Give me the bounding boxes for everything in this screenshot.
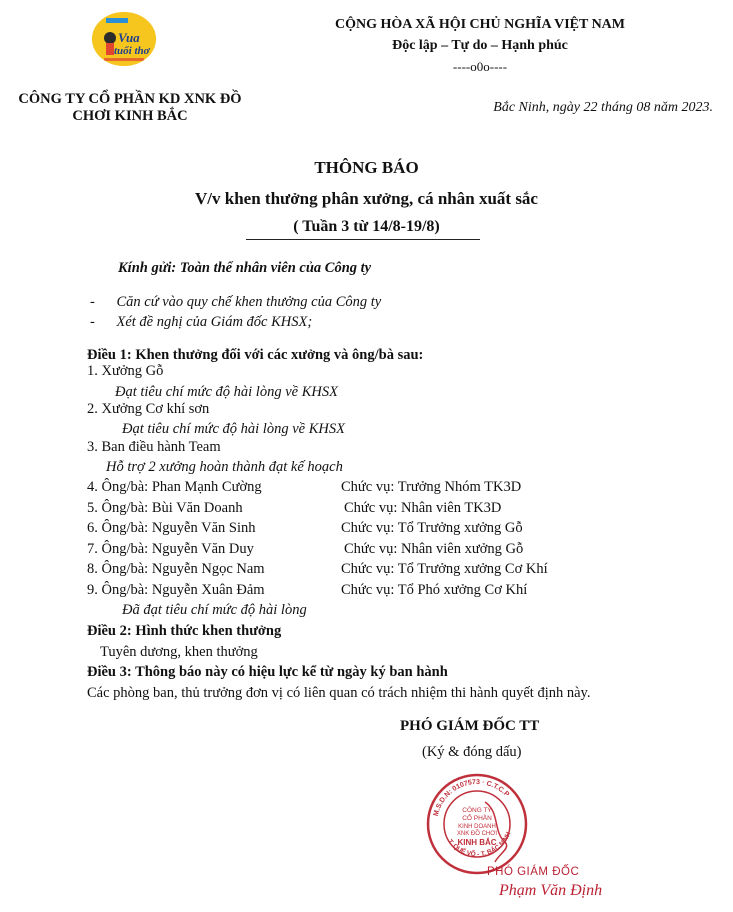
document-subject: V/v khen thưởng phân xưởng, cá nhân xuất sắc	[195, 189, 538, 208]
document-date: Bắc Ninh, ngày 22 tháng 08 năm 2023.	[493, 100, 713, 115]
person-name: 8. Ông/bà: Nguyễn Ngọc Nam	[87, 561, 265, 577]
company-name	[10, 91, 250, 125]
title-underline	[246, 239, 480, 240]
person-name: 7. Ông/bà: Nguyễn Văn Duy	[87, 541, 254, 557]
signature-note: (Ký & đóng dấu)	[422, 744, 522, 760]
company-logo	[92, 12, 156, 66]
group-note: Hỗ trợ 2 xưởng hoàn thành đạt kế hoạch	[106, 459, 343, 475]
group-note: Đạt tiêu chí mức độ hài lòng về KHSX	[115, 384, 338, 400]
salutation: Kính gửi: Toàn thể nhân viên của Công ty	[118, 260, 372, 276]
basis-dash: -	[90, 294, 95, 310]
person-name: 6. Ông/bà: Nguyễn Văn Sinh	[87, 520, 256, 536]
svg-text:CÔNG TY: CÔNG TY	[462, 807, 492, 814]
people-note: Đã đạt tiêu chí mức độ hài lòng	[122, 602, 307, 618]
person-role: Chức vụ: Tổ Trưởng xưởng Gỗ	[341, 520, 523, 536]
document-title: THÔNG BÁO	[314, 158, 419, 177]
svg-text:M.S.D.N: 0107573 · C.T.C.P: M.S.D.N: 0107573 · C.T.C.P	[432, 778, 511, 818]
svg-text:CỔ PHẦN: CỔ PHẦN	[462, 815, 492, 822]
svg-text:XNK ĐỒ CHƠI: XNK ĐỒ CHƠI	[456, 831, 498, 837]
national-motto: Độc lập – Tự do – Hạnh phúc	[392, 38, 568, 53]
company-stamp	[425, 772, 530, 877]
person-role: Chức vụ: Tổ Phó xưởng Cơ Khí	[341, 582, 528, 598]
article1-heading: Điều 1: Khen thưởng đối với các xưởng và ông/bà sau:	[87, 347, 424, 363]
article3-heading: Điều 3: Thông báo này có hiệu lực kể từ ngày ký ban hành	[87, 664, 448, 680]
svg-text:KINH BẮC: KINH BẮC	[457, 838, 497, 847]
person-role: Chức vụ: Nhân viên xưởng Gỗ	[344, 541, 524, 557]
logo-graphic	[92, 12, 156, 66]
group-name: 3. Ban điều hành Team	[87, 439, 221, 455]
person-name: 4. Ông/bà: Phan Mạnh Cường	[87, 479, 262, 495]
basis-text: Xét đề nghị của Giám đốc KHSX;	[116, 314, 313, 330]
article2-text: Tuyên dương, khen thưởng	[100, 644, 258, 660]
basis-item	[90, 313, 312, 331]
basis-item	[90, 293, 381, 311]
basis-text: Căn cứ vào quy chế khen thưởng của Công ty	[116, 294, 382, 310]
person-name: 9. Ông/bà: Nguyễn Xuân Đảm	[87, 582, 265, 598]
signer-name: Phạm Văn Định	[499, 882, 603, 899]
svg-text:KINH DOANH: KINH DOANH	[458, 824, 496, 830]
national-divider: ----o0o----	[452, 59, 508, 74]
svg-text:tuổi thơ: tuổi thơ	[114, 45, 150, 57]
person-role: Chức vụ: Trưởng Nhóm TK3D	[341, 479, 522, 495]
signature-title: PHÓ GIÁM ĐỐC TT	[400, 718, 540, 734]
signature-position-label: PHÓ GIÁM ĐỐC	[487, 866, 580, 878]
national-title: CỘNG HÒA XÃ HỘI CHỦ NGHĨA VIỆT NAM	[334, 17, 625, 32]
article2-heading: Điều 2: Hình thức khen thưởng	[87, 623, 282, 639]
group-name: 1. Xưởng Gỗ	[87, 363, 164, 379]
svg-text:Vua: Vua	[118, 30, 140, 45]
company-name-line2: CHƠI KINH BẮC	[72, 108, 188, 124]
document-week: ( Tuần 3 từ 14/8-19/8)	[293, 218, 440, 235]
person-name: 5. Ông/bà: Bùi Văn Doanh	[87, 500, 243, 516]
svg-text:T. QUẾ VÕ - T. BẮC NINH: T. QUẾ VÕ - T. BẮC NINH	[446, 831, 513, 859]
article3-text: Các phòng ban, thủ trưởng đơn vị có liên quan có trách nhiệm thi hành quyết định này.	[87, 685, 591, 701]
basis-dash: -	[90, 314, 95, 330]
person-role: Chức vụ: Tổ Trưởng xưởng Cơ Khí	[341, 561, 548, 577]
national-header	[320, 15, 640, 77]
group-name: 2. Xưởng Cơ khí sơn	[87, 401, 210, 417]
company-name-line1: CÔNG TY CỔ PHẦN KD XNK ĐỒ	[18, 91, 242, 107]
person-role: Chức vụ: Nhân viên TK3D	[344, 500, 502, 516]
group-note: Đạt tiêu chí mức độ hài lòng về KHSX	[122, 421, 345, 437]
